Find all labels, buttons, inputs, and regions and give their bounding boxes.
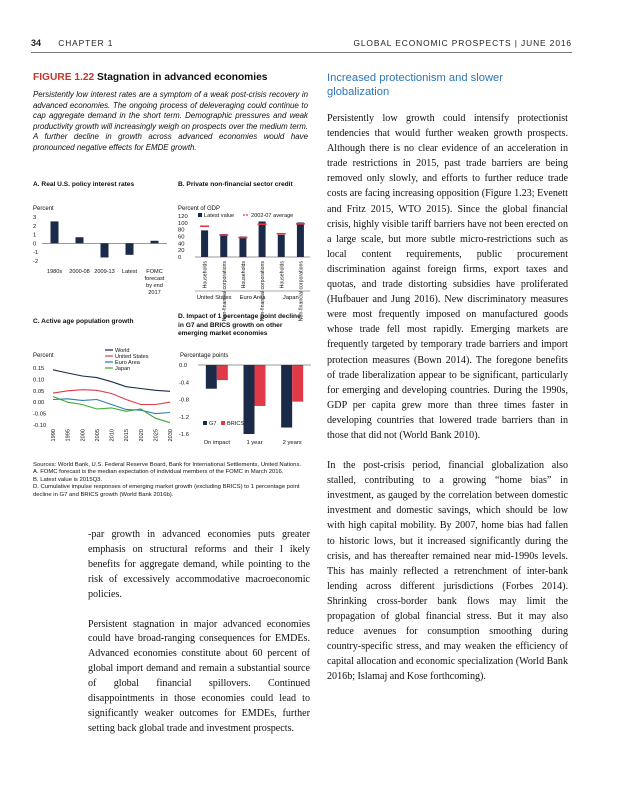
sources-line: Sources: World Bank, U.S. Federal Reserve Board, Bank for International Settlements, United Nations. [33, 462, 302, 468]
x-tick-label: 1990 [51, 429, 57, 442]
x-tick-label: Non-financial corporations [221, 261, 228, 322]
x-tick-label: 2000-08 [69, 269, 90, 275]
figure-sources [33, 462, 311, 499]
y-tick-label: 40 [178, 241, 185, 248]
note-b: B. Latest value is 2015Q3. [33, 476, 103, 483]
paragraph: Persistently low growth could intensify protectionist tendencies that would further weaken growth prospects. Although there is no clear evidence of an acceleration in trade restrictions in 2015, past trade barriers are being removed only slowly, and efforts to further reduce trade costs are facing increasing opposition (Figure 1.23; Evenett and Fritz 2015, WTO 2015). Since the global financial crisis, highly visible tariff barriers have not been erected on a large scale, but more subtle micro-restrictions such as local content requirements, public procurement discrimination against foreign firms, export taxes and quotas, and trade distorting subsidies have proliferated (Hufbauer and Jung 2016). New discriminatory measures were most frequently imposed on manufactured goods whose trade fell most rapidly. Emerging markets are frequently targeted by temporary trade barriers and import protection measures (Bown 2014). The foregone benefits of trade liberalization appear to be significant, particularly for emerging and developing countries. During the 1990s, GDP per capita grew more than three times faster in developing countries that lowered trade barriers than in those that did not (World Bank 2010). [327, 113, 568, 441]
panel-c-chart [33, 348, 173, 456]
x-tick-label: 1 year [246, 440, 263, 446]
y-tick-label: 120 [178, 214, 188, 220]
x-tick-label: FOMC [146, 269, 163, 275]
y-tick-label: -2 [33, 259, 39, 265]
bar [201, 230, 208, 257]
y-tick-label: -1.2 [179, 414, 189, 421]
bar [244, 365, 255, 434]
x-tick-label: 1980s [46, 269, 63, 275]
y-tick-label: 0 [178, 255, 182, 261]
series-line [53, 399, 170, 414]
legend-label: Latest value [204, 213, 235, 219]
x-tick-label: 2010 [109, 429, 116, 442]
x-tick-label: On impact [203, 440, 231, 446]
y-tick-label: 0.10 [33, 377, 45, 384]
group-label: Euro Area [239, 295, 266, 301]
right-column-body [327, 111, 568, 699]
y-tick-label: -1.6 [179, 432, 189, 438]
bar [151, 241, 159, 244]
series-line [53, 370, 170, 392]
bar [255, 365, 266, 406]
x-tick-label: 2025 [153, 429, 160, 442]
bar [220, 234, 227, 257]
bar [259, 221, 266, 257]
unit-label: Percentage points [180, 353, 229, 359]
y-tick-label: 0.05 [33, 388, 45, 395]
panel-d-title: D. Impact of 1 percentage point decline in G7 and BRICS growth on other emerging market economies [178, 313, 301, 338]
paragraph: Persistent stagnation in major advanced economies could have broad-ranging consequences for EMDEs. Advanced economies constitute about 60 percent of global import demand and remain a substantial source of global financial spillovers. Continued disappointments in those economies could lead to significantly weaker outcomes for EMDEs, further setting back global trade and investment prospects. [88, 618, 310, 734]
figure-number: FIGURE 1.22 [33, 72, 95, 83]
x-tick-label: 1995 [65, 429, 72, 442]
y-tick-label: -0.8 [179, 397, 189, 404]
y-tick-label: 0.0 [179, 363, 188, 369]
x-tick-label: Non-financial corporations [260, 261, 267, 322]
panel-a-chart [33, 203, 173, 305]
note-d: D. Cumulative impulse responses of emerging market growth (excluding BRICS) to 1 percentage point decline in G7 and BRICS growth (World Bank 2016b). [33, 484, 300, 498]
legend-swatch-brics [221, 421, 225, 425]
bar [51, 221, 59, 243]
legend-label: Japan [115, 366, 131, 372]
legend-swatch-g7 [203, 421, 207, 425]
figure-caption: Persistently low interest rates are a symptom of a weak post-crisis recovery in advanced economies. The ongoing process of deleveraging could continue to cap aggregate demand in the short term. Demographic pressures and weak productivity growth will increasingly weigh on prospects over the medium term. A further decline in growth across advanced economies would have pronounced negative effects for EMDE growth. [33, 90, 308, 152]
legend-label: Euro Area [115, 360, 140, 366]
y-tick-label: 100 [178, 220, 188, 227]
bar [239, 237, 246, 258]
y-tick-label: 20 [178, 248, 185, 255]
series-line [53, 397, 170, 423]
header-rule [31, 52, 572, 53]
bar [278, 235, 285, 257]
bar [297, 222, 304, 257]
legend-label: G7 [209, 421, 217, 427]
bar [76, 237, 84, 243]
panel-d-chart [178, 348, 313, 456]
x-tick-label: by end [146, 283, 163, 289]
paragraph: -par growth in advanced economies puts greater emphasis on structural reforms and their l ikely benefits for aggregate demand, while pointing to the risk of excessively accommodative macroeconomic policies. [88, 529, 310, 600]
paragraph: In the post-crisis period, financial globalization also stalled, contributing to a growing “home bias” in investment, as gauged by the correlation between domestic investment and domestic savings, which should be low with high capital mobility. By 2007, home bias had fallen to historic lows, but it increased significantly during the crisis, and has thereafter remained near mid-1990s levels. This has mainly reflected a retrenchment of inter-bank lending across different jurisdictions (Forbes 2014). Shrinking cross-border bank flows may limit the propagation of global financial stress. But it may also reduce avenues for consumption smoothing during country-specific stress, and may weaken the efficiency of capital allocation and economic specialization (World Bank 2016b; Islamaj and Kose forthcoming). [327, 460, 568, 683]
panel-b-chart [178, 203, 313, 322]
figure-title [33, 72, 308, 83]
group-label: United States [196, 295, 232, 301]
y-tick-label: 60 [178, 234, 185, 241]
legend-label: United States [115, 354, 149, 360]
legend-label: 2002-07 average [251, 213, 294, 219]
y-tick-label: 2 [33, 223, 37, 230]
bar [126, 243, 134, 254]
y-tick-label: 0 [33, 241, 37, 248]
x-tick-label: 2000 [80, 429, 87, 442]
group-label: Japan [282, 295, 299, 301]
bar [101, 243, 109, 257]
x-tick-label: 2015 [124, 429, 131, 442]
x-tick-label: Households [279, 261, 286, 289]
legend-label: World [115, 348, 130, 354]
y-tick-label: 3 [33, 215, 37, 221]
publication-title: GLOBAL ECONOMIC PROSPECTS | JUNE 2016 [353, 38, 572, 48]
bar [217, 365, 228, 380]
panel-b-title: B. Private non-financial sector credit [178, 181, 293, 188]
x-tick-label: 2030 [168, 429, 174, 442]
x-tick-label: 2009-13 [94, 269, 115, 275]
x-tick-label: 2005 [94, 429, 101, 442]
x-tick-label: Households [202, 261, 209, 289]
legend-swatch-latest [198, 213, 202, 217]
y-tick-label: 0.00 [33, 400, 45, 407]
x-tick-label: Households [240, 261, 247, 289]
section-heading: Increased protectionism and slower globalization [327, 72, 503, 98]
figure-title-text: Stagnation in advanced economies [97, 72, 268, 83]
note-a: A. FOMC forecast is the median expectation of individual members of the FOMC in March 2016. [33, 469, 284, 476]
unit-label: Percent [33, 206, 54, 212]
y-tick-label: -1 [33, 250, 39, 257]
x-tick-label: forecast [144, 276, 165, 282]
page-number: 34 [31, 38, 42, 48]
panel-c-title: C. Active age population growth [33, 318, 134, 325]
y-tick-label: -0.4 [179, 380, 189, 387]
y-tick-label: 80 [178, 227, 185, 234]
x-tick-label: Non-financial corporations [298, 261, 305, 322]
unit-label: Percent [33, 353, 54, 359]
y-tick-label: -0.10 [33, 423, 47, 429]
y-tick-label: 1 [33, 232, 37, 239]
x-tick-label: 2017 [148, 290, 161, 296]
left-column-body [88, 528, 310, 752]
running-header [31, 38, 572, 50]
y-tick-label: -0.05 [33, 411, 47, 418]
legend-label: BRICS [227, 421, 245, 427]
bar [206, 365, 217, 389]
x-tick-label: 2 years [282, 440, 302, 446]
chapter-label: CHAPTER 1 [58, 38, 114, 48]
panel-a-title: A. Real U.S. policy interest rates [33, 181, 135, 188]
y-tick-label: 0.15 [33, 366, 45, 372]
unit-label: Percent of GDP [178, 206, 221, 212]
x-tick-label: Latest [121, 269, 138, 275]
bar [281, 365, 292, 428]
x-tick-label: 2020 [138, 429, 145, 442]
bar [292, 365, 303, 402]
